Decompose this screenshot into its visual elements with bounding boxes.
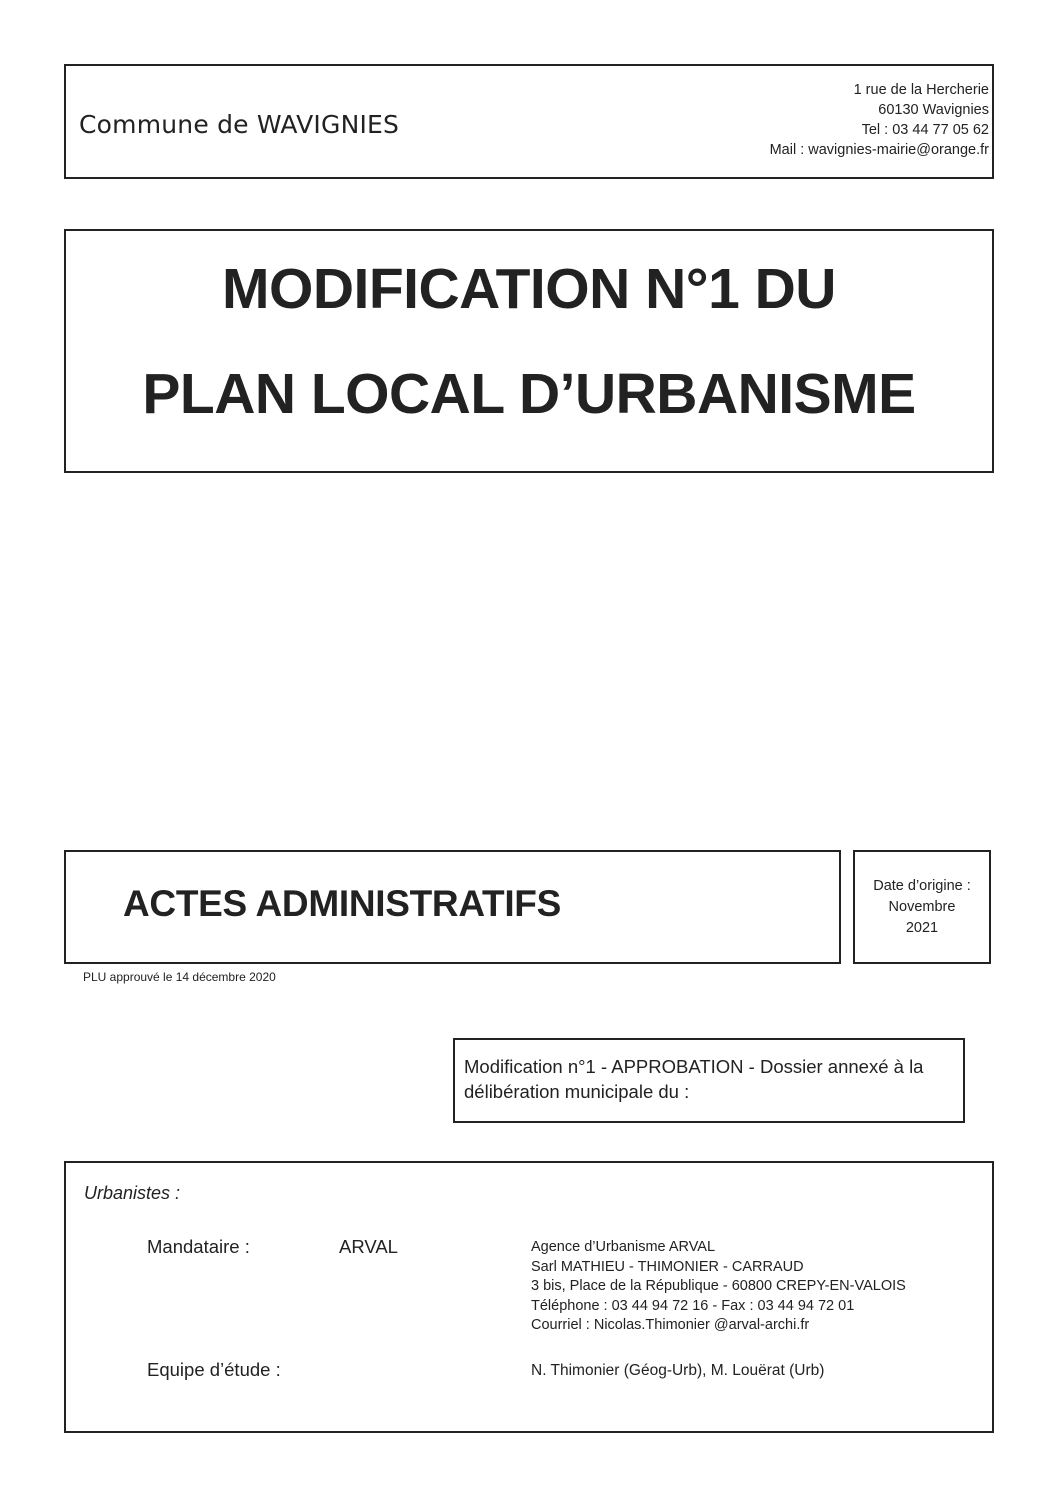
agency-name: Agence d’Urbanisme ARVAL — [531, 1239, 716, 1255]
address-phone: Tel : 03 44 77 05 62 — [861, 122, 989, 138]
section-title-box — [64, 850, 841, 964]
date-origin — [855, 876, 989, 939]
date-label: Date d’origine : — [873, 878, 971, 894]
modification-text: Modification n°1 - APPROBATION - Dossier annexé à la délibération municipale du : — [464, 1056, 924, 1102]
urbanistes-label: Urbanistes : — [84, 1183, 181, 1203]
date-month: Novembre — [888, 899, 956, 915]
header-box — [64, 64, 994, 179]
commune-name: Commune de WAVIGNIES — [79, 110, 400, 139]
plu-approval-note: PLU approuvé le 14 décembre 2020 — [83, 970, 276, 984]
agency-company: Sarl MATHIEU - THIMONIER - CARRAUD — [531, 1258, 804, 1275]
date-year: 2021 — [905, 920, 939, 936]
address-city: 60130 Wavignies — [878, 102, 989, 118]
address-email: Mail : wavignies-mairie@orange.fr — [769, 142, 989, 158]
agency-address: 3 bis, Place de la République - 60800 CREPY-EN-VALOIS — [531, 1278, 906, 1294]
equipe-value: N. Thimonier (Géog-Urb), M. Louërat (Urb) — [531, 1362, 825, 1379]
title-line-1: MODIFICATION N°1 DU — [222, 257, 836, 321]
date-box — [853, 850, 991, 964]
mandataire-label: Mandataire : — [147, 1236, 250, 1257]
mandataire-value: ARVAL — [339, 1236, 398, 1257]
agency-details — [531, 1238, 906, 1336]
mairie-address — [770, 80, 989, 160]
title-line-2: PLAN LOCAL D’URBANISME — [142, 362, 916, 426]
modification-box — [453, 1038, 965, 1123]
section-title: ACTES ADMINISTRATIFS — [123, 883, 561, 924]
agency-phone-fax: Téléphone : 03 44 94 72 16 - Fax : 03 44 94 72 01 — [531, 1297, 855, 1314]
agency-email: Courriel : Nicolas.Thimonier @arval-archi.fr — [531, 1317, 810, 1333]
title-box — [64, 229, 994, 473]
address-street: 1 rue de la Hercherie — [853, 82, 989, 98]
equipe-label: Equipe d’étude : — [147, 1359, 281, 1380]
urbanistes-box — [64, 1161, 994, 1433]
